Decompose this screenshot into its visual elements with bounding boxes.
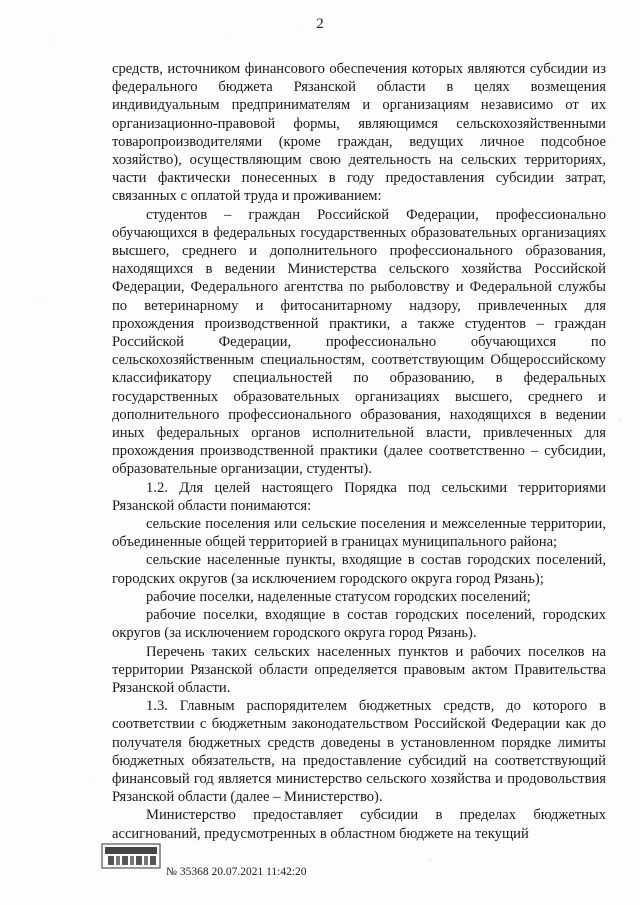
document-registration-stamp: № 35368 20.07.2021 11:42:20 xyxy=(166,866,307,878)
list-item-work-settlements-included: рабочие поселки, входящие в состав городских поселений, городских округов (за исключением городского округа город Рязань). xyxy=(112,607,606,642)
list-item-work-settlements-status: рабочие поселки, наделенные статусом городских поселений; xyxy=(146,588,531,605)
paragraph-1-3: 1.3. Главным распорядителем бюджетных средств, до которого в соответствии с бюджетным законодательством Российской Федерации как до получателя бюджетных средств доведены в установленном порядке лимиты бюджетных обязательств, на предоставление субсидий на соответствующий финансовый год является министерство сельского хозяйства и продовольствия Рязанской области (далее – Министерство). xyxy=(112,698,606,806)
document-body xyxy=(112,60,606,843)
document-footer xyxy=(100,842,360,882)
list-item-rural-settlements: сельские поселения или сельские поселения и межселенные территории, объединенные общей территорией в границах муниципального района; xyxy=(112,516,606,551)
page-number: 2 xyxy=(316,16,324,32)
list-item-rural-localities: сельские населенные пункты, входящие в состав городских поселений, городских округов (за исключением городского округа город Рязань); xyxy=(112,552,606,587)
paragraph-1-2: 1.2. Для целей настоящего Порядка под сельскими территориями Рязанской области понимаются: xyxy=(112,479,606,514)
paragraph-list-definition: Перечень таких сельских населенных пунктов и рабочих поселков на территории Рязанской области определяется правовым актом Правительства Рязанской области. xyxy=(112,643,606,696)
paragraph-intro: средств, источником финансового обеспечения которых являются субсидии из федерального бюджета Рязанской области в целях возмещения индивидуальным предпринимателям и организациям независимо от их организационно-правовой формы, являющимся сельскохозяйственными товаропроизводителями (кроме граждан, ведущих личное подсобное хозяйство), осуществляющим свою деятельность на сельских территориях, части фактически понесенных в году предоставления субсидии затрат, связанных с оплатой труда и проживанием: xyxy=(112,61,606,205)
registration-stamp-icon xyxy=(100,842,162,870)
paragraph-ministry: Министерство предоставляет субсидии в пределах бюджетных ассигнований, предусмотренных в областном бюджете на текущий xyxy=(112,807,606,842)
paragraph-students: студентов – граждан Российской Федерации, профессионально обучающихся в федеральных государственных образовательных организациях высшего, среднего и дополнительного профессионального образования, находящихся в ведении Министерства сельского хозяйства Российской Федерации, Федерального агентства по рыболовству и Федеральной службы по ветеринарному и фитосанитарному надзору, привлеченных для прохождения производственной практики, а также студентов – граждан Российской Федерации, профессионально обучающихся по сельскохозяйственным специальностям, соответствующим Общероссийскому классификатору специальностей по образованию, в федеральных государственных образовательных организациях высшего, среднего и дополнительного профессионального образования, находящихся в ведении иных федеральных органов исполнительной власти, привлеченных для прохождения производственной практики (далее соответственно – субсидии, образовательные организации, студенты). xyxy=(112,206,606,478)
